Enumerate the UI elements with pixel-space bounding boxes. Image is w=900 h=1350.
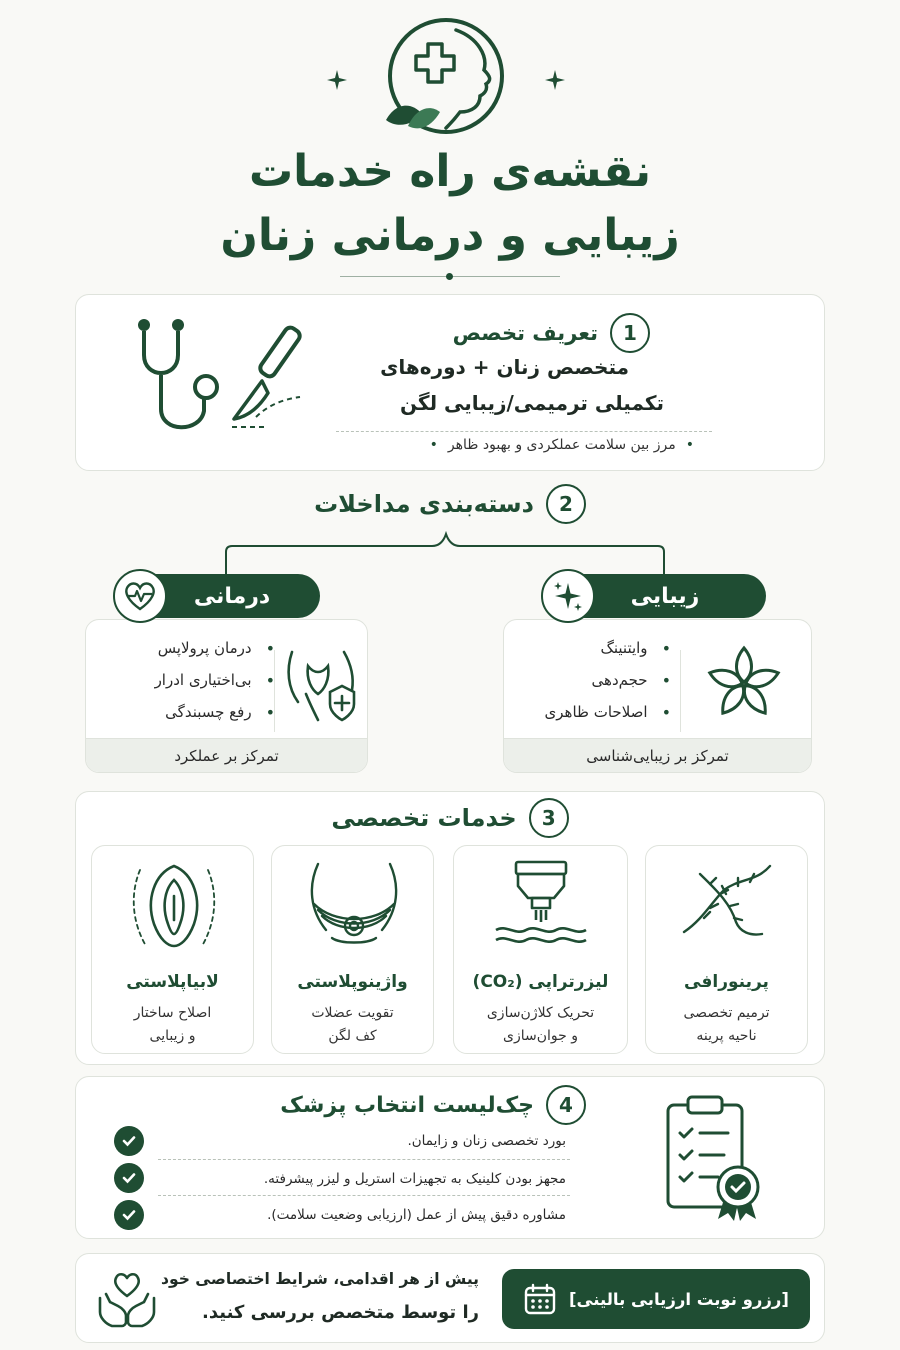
service-desc-line: ترمیم تخصصی	[683, 1005, 770, 1021]
section-title: چک‌لیست انتخاب پزشک	[280, 1092, 534, 1118]
beauty-badge	[541, 569, 595, 623]
check-icon	[114, 1200, 144, 1230]
section-number: 3	[529, 798, 569, 838]
checklist-item: مشاوره دقیق پیش از عمل (ارزیابی وضعیت سلامت).	[267, 1207, 566, 1223]
service-desc	[654, 1002, 799, 1048]
list-item: • رفع چسبندگی	[155, 696, 275, 728]
section1-note: •مرز بین سلامت عملکردی و بهبود ظاهر•	[429, 437, 694, 453]
service-desc-line: کف لگن	[328, 1028, 377, 1044]
pelvic-floor-icon	[304, 860, 404, 952]
list-item: • بی‌اختیاری ادرار	[155, 664, 275, 696]
service-desc-line: تحریک کلاژن‌سازی	[486, 1005, 595, 1021]
service-desc	[462, 1002, 619, 1048]
therapy-list	[155, 632, 275, 728]
section-services-card	[75, 791, 825, 1065]
service-desc	[100, 1002, 245, 1048]
cta-card	[75, 1253, 825, 1343]
service-title: لیزرتراپی (CO₂)	[472, 972, 609, 992]
cta-text-line2: را توسط متخصص بررسی کنید.	[201, 1302, 479, 1323]
check-icon	[114, 1126, 144, 1156]
therapy-pill: درمانی	[144, 574, 320, 618]
therapy-footer: تمرکز بر عملکرد	[86, 738, 367, 772]
page-title-line2: زیبایی و درمانی زنان	[220, 210, 680, 261]
divider	[158, 1195, 570, 1196]
sparkle-icon	[545, 70, 565, 90]
heart-pulse-icon	[123, 580, 157, 612]
list-item: • اصلاحات ظاهری	[545, 696, 671, 728]
section-number: 4	[546, 1085, 586, 1125]
service-desc-line: و زیبایی	[149, 1028, 196, 1044]
section-title: تعریف تخصص	[452, 321, 598, 345]
book-appointment-label: [رزرو نوبت ارزیابی بالینی]	[569, 1289, 789, 1309]
section-title: خدمات تخصصی	[331, 804, 517, 832]
laser-icon	[492, 858, 590, 954]
divider	[158, 1159, 570, 1160]
scalpel-icon	[228, 319, 318, 439]
service-title: پرینورافی	[684, 972, 769, 992]
page-title-line1: نقشه‌ی راه خدمات	[248, 146, 652, 197]
service-card[interactable]	[645, 845, 808, 1054]
list-item: • حجم‌دهی	[545, 664, 671, 696]
divider	[336, 431, 712, 432]
branch-connector	[222, 530, 668, 574]
service-card[interactable]	[91, 845, 254, 1054]
service-desc-line: ناحیه پرینه	[696, 1028, 757, 1044]
section-number: 2	[546, 484, 586, 524]
service-title: واژینوپلاستی	[297, 972, 408, 992]
beauty-footer: تمرکز بر زیبایی‌شناسی	[504, 738, 811, 772]
service-card[interactable]	[453, 845, 628, 1054]
stethoscope-icon	[134, 317, 226, 439]
service-desc	[280, 1002, 425, 1048]
list-item: • وایتنینگ	[545, 632, 671, 664]
section-checklist-card	[75, 1076, 825, 1239]
section-title: دسته‌بندی مداخلات	[314, 490, 534, 518]
book-appointment-button[interactable]	[502, 1269, 810, 1329]
therapy-badge	[113, 569, 167, 623]
check-icon	[114, 1163, 144, 1193]
sparkle-icon	[327, 70, 347, 90]
section2-heading	[0, 484, 900, 524]
suture-icon	[680, 862, 774, 942]
section1-body-line2: تکمیلی ترمیمی/زیبایی لگن	[399, 391, 664, 415]
service-desc-line: اصلاح ساختار	[133, 1005, 212, 1021]
calendar-icon	[523, 1282, 557, 1316]
service-desc-line: و جوان‌سازی	[503, 1028, 578, 1044]
section3-heading	[76, 798, 824, 838]
vertical-divider	[274, 650, 275, 732]
checklist-item: بورد تخصصی زنان و زایمان.	[407, 1133, 566, 1149]
vertical-divider	[680, 650, 681, 732]
title-divider-dot	[446, 273, 453, 280]
section4-heading	[280, 1085, 586, 1125]
hands-heart-icon	[96, 1268, 158, 1330]
beauty-pill: زیبایی	[564, 574, 766, 618]
beauty-card	[503, 619, 812, 773]
logo-icon	[380, 16, 512, 138]
sparkles-icon	[551, 579, 585, 613]
checklist-item: مجهز بودن کلینیک به تجهیزات استریل و لیزر پیشرفته.	[263, 1171, 566, 1187]
note-text: مرز بین سلامت عملکردی و بهبود ظاهر	[447, 437, 676, 453]
service-card[interactable]	[271, 845, 434, 1054]
section-number: 1	[610, 313, 650, 353]
therapy-card	[85, 619, 368, 773]
cta-text-line1: پیش از هر اقدامی، شرایط اختصاصی خود	[161, 1270, 479, 1288]
pelvis-shield-icon	[284, 646, 360, 726]
beauty-list	[545, 632, 671, 728]
service-title: لابیاپلاستی	[126, 972, 219, 992]
flower-icon	[704, 644, 784, 724]
clipboard-badge-icon	[662, 1091, 768, 1221]
labia-icon	[128, 860, 220, 952]
section1-body-line1: متخصص زنان + دوره‌های	[380, 355, 629, 379]
section1-heading	[453, 313, 650, 353]
service-desc-line: تقویت عضلات	[311, 1005, 394, 1021]
list-item: • درمان پرولاپس	[155, 632, 275, 664]
section-definition-card	[75, 294, 825, 471]
